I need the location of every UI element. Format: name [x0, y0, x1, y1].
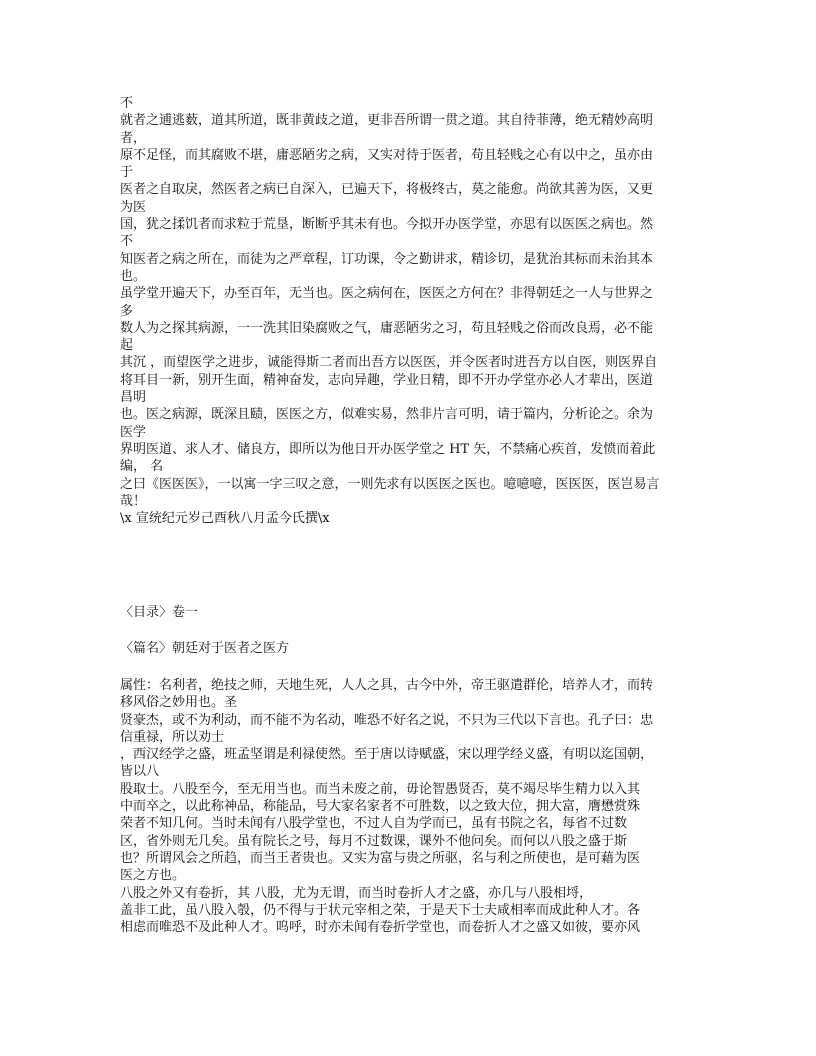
preface-line: 多 [120, 303, 134, 319]
preface-line: 不 [120, 234, 134, 250]
body-line: 荣者不知几何。当时未闻有八股学堂也，不过人自为学而已，虽有书院之名，每省不过数 [120, 816, 628, 832]
preface-line: 哉！ [120, 493, 147, 509]
preface-line: 于 [120, 165, 134, 181]
body-line: 贤豪杰，或不为利动，而不能不为名动，唯恐不好名之说，不只为三代以下言也。孔子曰：忠 [120, 712, 654, 728]
preface-line: 原不足怪，而其腐败不堪，庸恶陋劣之病，又实对待于医者，苟且轻贱之心有以中之，虽亦由 [120, 147, 654, 163]
body-line: 八股之外又有卷折，其 八股，尤为无谓，而当时卷折人才之盛，亦几与八股相埒， [120, 885, 593, 901]
preface-line: 其沉 ，而望医学之进步，诚能得斯二者而出吾方以医医，并令医者时进吾方以自医，则医界自 [120, 355, 658, 371]
preface-line: 知医者之病之所在，而徒为之严章程，订功课，令之勤讲求，精诊切，是犹治其标而未治其本 [120, 251, 654, 267]
body-line: 盖非工此，虽八股入彀，仍不得与于状元宰相之荣，于是天下士夫咸相率而成此种人才。各 [120, 902, 641, 918]
preface-line: 不 [120, 96, 134, 111]
body-line: 属性：名利者，绝技之师，天地生死，人人之具，古今中外，帝王驱遣群伦，培养人才，而转 [120, 678, 654, 693]
chapter-title [120, 640, 700, 657]
toc-text: 〈目录〉卷一 [120, 605, 199, 620]
body-line: 皆以八 [120, 764, 160, 780]
preface-section [120, 95, 700, 527]
preface-line: 者， [120, 130, 147, 146]
preface-line: 数人为之探其病源，一一洗其旧染腐败之气，庸恶陋劣之习，苟且轻贱之俗而改良焉，必不能 [120, 320, 654, 336]
toc-heading [120, 604, 700, 621]
body-line: 也？所谓风会之所趋，而当王者贵也。又实为富与贵之所驱，名与利之所使也，是可藉为医 [120, 850, 641, 866]
preface-signature: \x 宣统纪元岁己酉秋八月孟今氏撰\x [120, 511, 330, 527]
body-line: 医之方也。 [120, 868, 186, 884]
body-line: ，西汉经学之盛，班孟坚谓是利禄使然。至于唐以诗赋盛，宋以理学经义盛，有明以迄国朝， [120, 747, 654, 763]
body-line: 相虑而唯恐不及此种人才。呜呼，时亦未闻有卷折学堂也，而卷折人才之盛又如彼，要亦风 [120, 920, 641, 936]
preface-line: 也。 [120, 268, 147, 284]
preface-line: 之曰《医医医》，一以寓一字三叹之意，一则先求有以医医之医也。噫噫噫，医医医，医岂易言 [120, 476, 660, 492]
preface-line: 医者之自取戾，然医者之病已自深入，已遍天下，将极终古，莫之能愈。尚欲其善为医，又更 [120, 182, 654, 198]
preface-line: 为医 [120, 199, 147, 215]
body-line: 区，省外则无几矣。虽有院长之号，每月不过数课，课外不他问矣。而何以八股之盛于斯 [120, 833, 628, 849]
body-line: 中而卒之，以此称神品，称能品，号大家名家者不可胜数，以之致大位，拥大富，膺懋赏殊 [120, 799, 641, 815]
preface-line: 昌明 [120, 390, 147, 406]
body-line: 移风俗之妙用也。圣 [120, 695, 238, 711]
body-line: 信重禄，所以劝士 [120, 729, 225, 745]
preface-line: 起 [120, 338, 134, 354]
preface-line: 就者之逋逃薮，道其所道，既非黄歧之道，更非吾所谓一贯之道。其自待菲薄，绝无精妙高明 [120, 113, 654, 129]
preface-line: 将耳目一新，别开生面，精神奋发，志向异趣，学业日精，即不开办学堂亦必人才辈出，医道 [120, 372, 654, 388]
body-line: 股取士。八股至今，至无用当也。而当未废之前，毋论智愚贤否，莫不竭尽毕生精力以入其 [120, 781, 641, 797]
preface-line: 编， 名 [120, 459, 164, 475]
preface-line: 也。医之病源，既深且赜，医医之方，似难实易，然非片言可明，请于篇内，分析论之。余为 [120, 407, 654, 423]
chapter-title-text: 〈篇名〉朝廷对于医者之医方 [120, 641, 290, 656]
preface-line: 医学 [120, 424, 147, 440]
preface-line: 界明医道、求人才、储良方，即所以为他日开办医学堂之 HT 矢，不禁痛心疾首，发愤而着此 [120, 441, 656, 457]
preface-line: 虽学堂开遍天下，办至百年，无当也。医之病何在，医医之方何在？非得朝廷之一人与世界之 [120, 286, 654, 302]
body-section [120, 677, 700, 936]
preface-line: 国，犹之揉饥者而求粒于荒垦，断断乎其未有也。今拟开办医学堂，亦思有以医医之病也。然 [120, 217, 654, 233]
